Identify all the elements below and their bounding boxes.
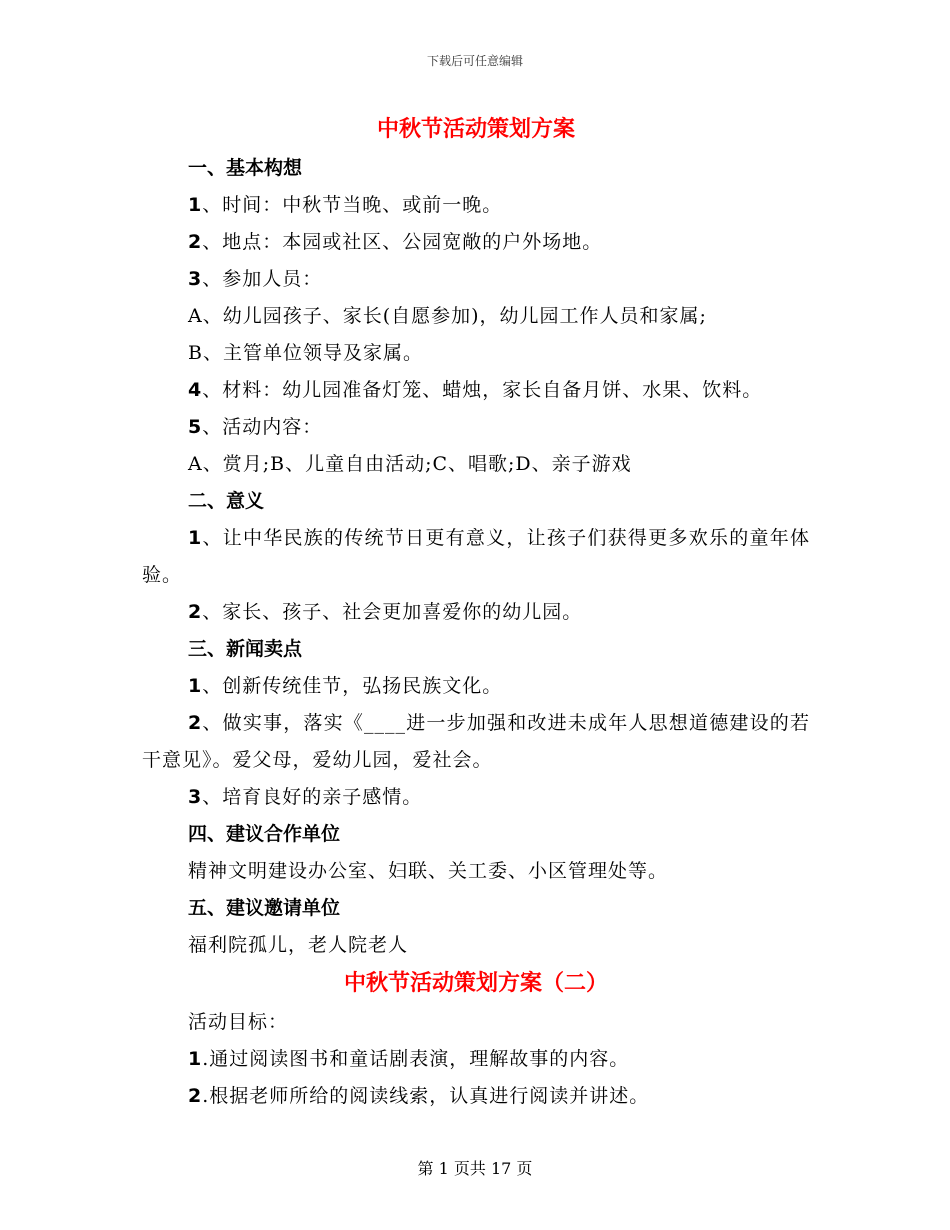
section-heading-4: 四、建议合作单位: [188, 823, 341, 845]
paragraph: A、赏月;B、儿童自由活动;C、唱歌;D、亲子游戏: [188, 453, 632, 475]
paragraph: 2、做实事，落实《____进一步加强和改进未成年人思想道德建设的若干意见》。爱父母，爱幼儿园，爱社会。: [142, 712, 810, 771]
document-title: 中秋节活动策划方案: [376, 117, 575, 142]
paragraph: 4、材料：幼儿园准备灯笼、蜡烛，家长自备月饼、水果、饮料。: [188, 379, 763, 401]
section-heading-2: 二、意义: [188, 490, 265, 512]
section-heading-1: 一、基本构想: [188, 157, 303, 179]
paragraph: A、幼儿园孩子、家长(自愿参加)，幼儿园工作人员和家属;: [188, 305, 707, 327]
paragraph: 1、时间：中秋节当晚、或前一晚。: [188, 194, 503, 216]
page-footer: 第 1 页共 17 页: [417, 1159, 533, 1178]
section-heading-5: 五、建议邀请单位: [188, 897, 341, 919]
paragraph: 3、培育良好的亲子感情。: [188, 786, 423, 808]
paragraph: 1、创新传统佳节，弘扬民族文化。: [188, 675, 503, 697]
paragraph: 2.根据老师所给的阅读线索，认真进行阅读并讲述。: [188, 1085, 650, 1107]
paragraph: 福利院孤儿，老人院老人: [188, 934, 409, 956]
page-header-note: 下载后可任意编辑: [426, 54, 523, 68]
paragraph: 3、参加人员：: [188, 268, 323, 290]
paragraph: B、主管单位领导及家属。: [188, 342, 423, 364]
paragraph: 精神文明建设办公室、妇联、关工委、小区管理处等。: [188, 860, 669, 882]
paragraph: 1、让中华民族的传统节日更有意义，让孩子们获得更多欢乐的童年体验。: [142, 527, 810, 586]
document-body: [142, 110, 810, 1115]
paragraph: 2、家长、孩子、社会更加喜爱你的幼儿园。: [188, 601, 583, 623]
paragraph: 1.通过阅读图书和童话剧表演，理解故事的内容。: [188, 1048, 630, 1070]
document-title-2: 中秋节活动策划方案（二）: [343, 971, 608, 996]
paragraph: 活动目标：: [188, 1011, 289, 1033]
paragraph: 2、地点：本园或社区、公园宽敞的户外场地。: [188, 231, 603, 253]
section-heading-3: 三、新闻卖点: [188, 638, 303, 660]
paragraph: 5、活动内容：: [188, 416, 323, 438]
